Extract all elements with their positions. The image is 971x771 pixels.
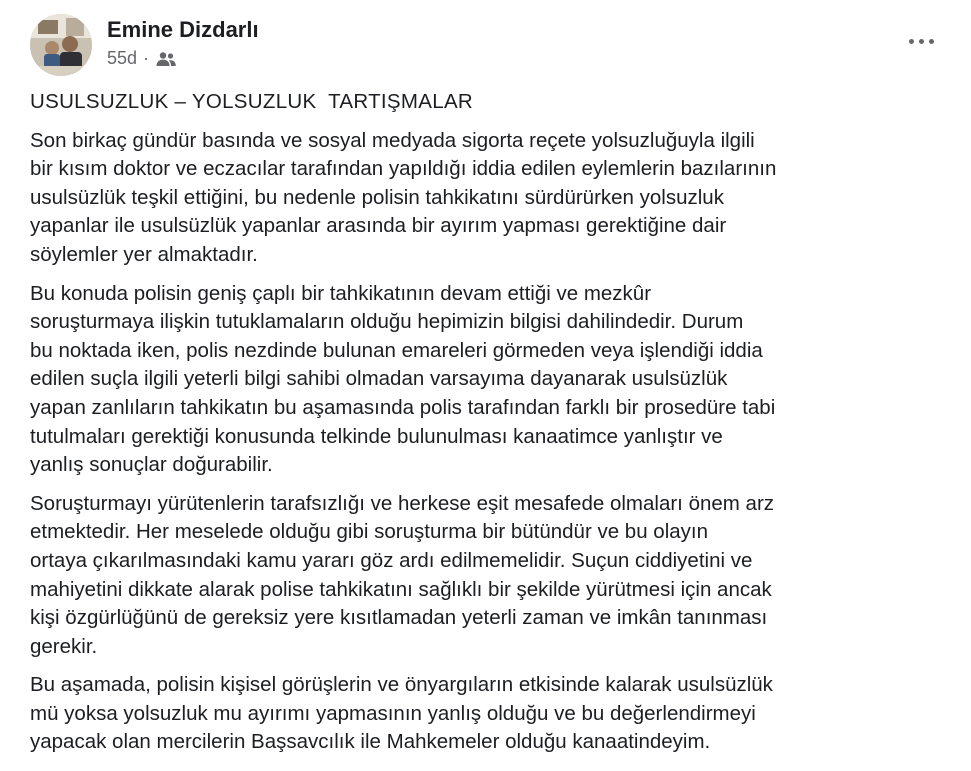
- post-body: [30, 88, 955, 767]
- post-paragraphs: [30, 127, 955, 757]
- post-time[interactable]: 55d: [107, 48, 138, 68]
- paragraph-line: yapacak olan mercilerin Başsavcılık ile Mahkemeler olduğu kanaatindeyim.: [30, 730, 711, 754]
- paragraph-line: usulsüzlük teşkil ettiğini, bu nedenle polisin tahkikatını sürdürürken yolsuzluk: [30, 185, 724, 209]
- post-paragraph: [30, 671, 955, 757]
- paragraph-line: söylemler yer almaktadır.: [30, 242, 258, 266]
- meta-separator: ·: [143, 48, 150, 68]
- post-header: [30, 12, 951, 78]
- avatar[interactable]: [30, 14, 92, 76]
- paragraph-line: kişi özgürlüğünü de gereksiz yere kısıtlamadan yeterli zaman ve imkân tanınması: [30, 606, 768, 630]
- paragraph-line: bir kısım doktor ve eczacılar tarafından yapıldığı iddia edilen eylemlerin bazılarının: [30, 157, 777, 181]
- paragraph-line: tutulmaları gerektiği konusunda telkinde bulunulması kanaatimce yanlıştır ve: [30, 424, 723, 448]
- paragraph-line: Son birkaç gündür basında ve sosyal medyada sigorta reçete yolsuzluğuyla ilgili: [30, 128, 755, 152]
- paragraph-line: soruşturmaya ilişkin tutuklamaların olduğu hepimizin bilgisi dahilindedir. Durum: [30, 310, 744, 334]
- post-meta: [107, 48, 177, 69]
- post-title: USULSUZLUK – YOLSUZLUK TARTIŞMALAR: [30, 90, 474, 113]
- paragraph-line: Soruşturmayı yürütenlerin tarafsızlığı ve herkese eşit mesafede olmaları önem arz: [30, 491, 775, 515]
- paragraph-line: mü yoksa yolsuzluk mu ayırımı yapmasının yanlış olduğu ve bu değerlendirmeyi: [30, 701, 756, 725]
- post-paragraph: [30, 490, 955, 662]
- post-paragraph: [30, 127, 955, 270]
- post-paragraph: [30, 280, 955, 480]
- paragraph-line: yanlış sonuçlar doğurabilir.: [30, 453, 273, 477]
- paragraph-line: yapan zanlıların tahkikatın bu aşamasında polis tarafından farklı bir prosedüre tabi: [30, 395, 776, 419]
- paragraph-line: Bu aşamada, polisin kişisel görüşlerin ve önyargıların etkisinde kalarak usulsüzlük: [30, 673, 773, 697]
- more-options-icon[interactable]: [903, 30, 939, 52]
- avatar-photo: [30, 14, 92, 76]
- paragraph-line: etmektedir. Her meselede olduğu gibi soruşturma bir bütündür ve bu olayın: [30, 520, 709, 544]
- paragraph-line: gerekir.: [30, 634, 98, 658]
- paragraph-line: bu noktada iken, polis nezdinde bulunan emareleri görmeden veya işlendiği iddia: [30, 338, 763, 362]
- paragraph-line: mahiyetini dikkate alarak polise tahkikatını sağlıklı bir şekilde yürütmesi için ancak: [30, 577, 772, 601]
- paragraph-line: Bu konuda polisin geniş çaplı bir tahkikatının devam ettiği ve mezkûr: [30, 281, 652, 305]
- author-name[interactable]: Emine Dizdarlı: [107, 17, 259, 42]
- paragraph-line: edilen suçla ilgili yeterli bilgi sahibi olmadan varsayıma dayanarak usulsüzlük: [30, 367, 728, 391]
- friends-icon[interactable]: [155, 51, 177, 67]
- paragraph-line: yapanlar ile usulsüzlük yapanlar arasında bir ayırım yapması gerektiğine dair: [30, 214, 727, 238]
- paragraph-line: ortaya çıkarılmasındaki kamu yararı göz ardı edilmemelidir. Suçun ciddiyetini ve: [30, 548, 753, 572]
